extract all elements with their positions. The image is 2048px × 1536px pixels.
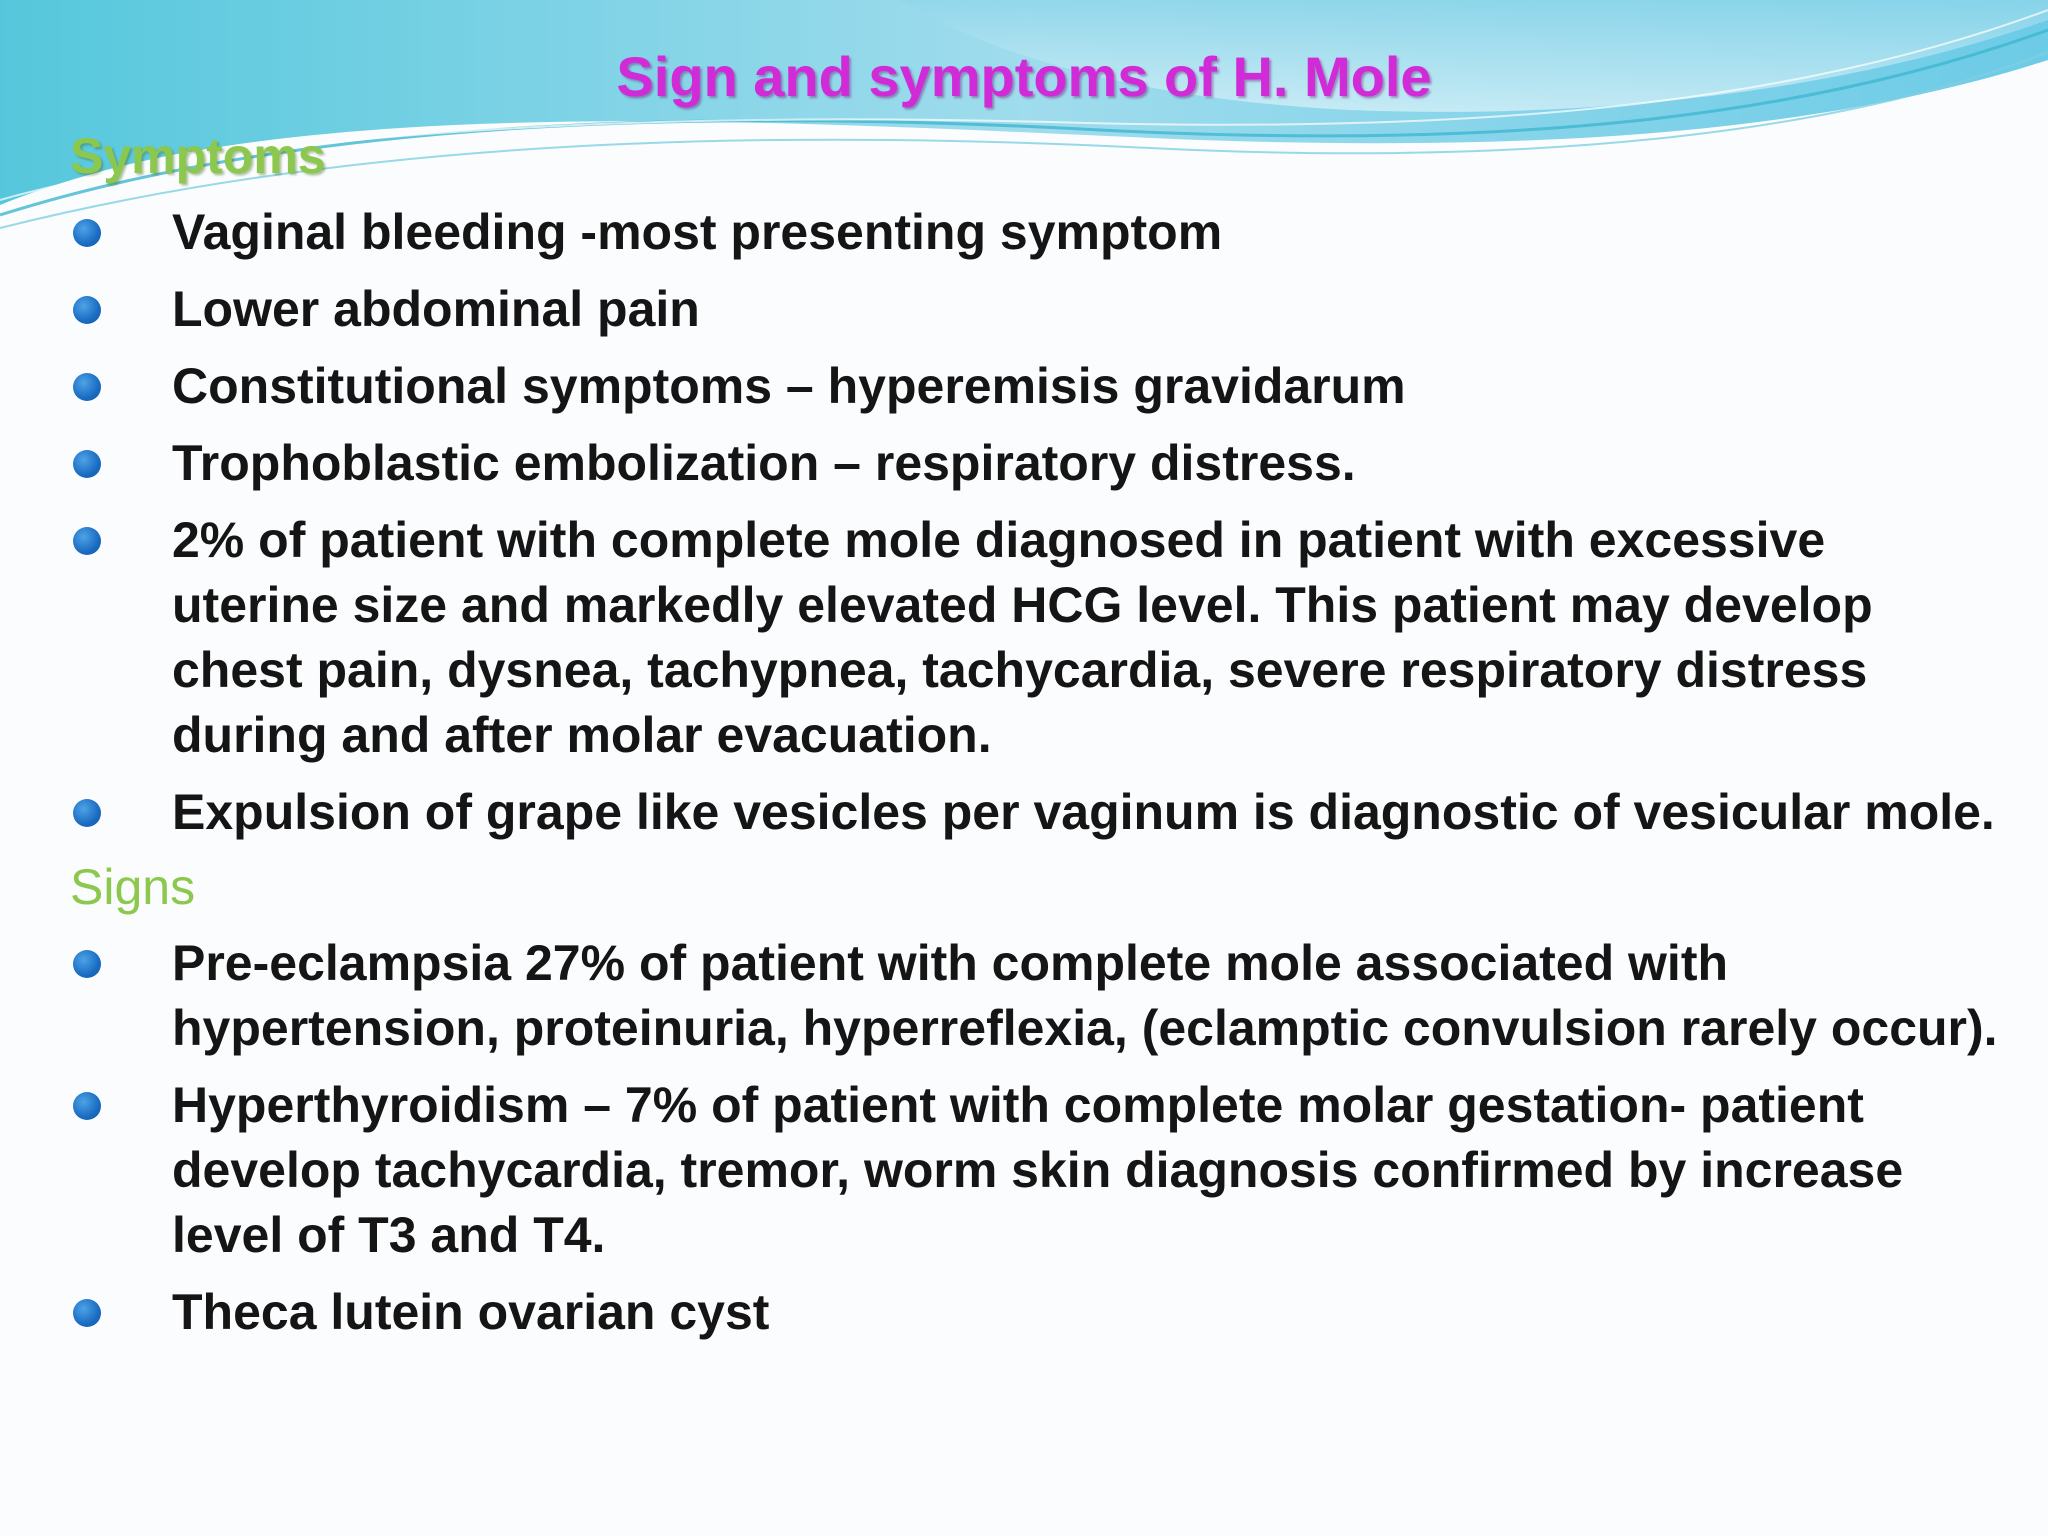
- symptoms-heading: Symptoms: [70, 128, 326, 184]
- list-item: [70, 277, 2000, 342]
- list-item: [70, 431, 2000, 496]
- bullet-icon: [73, 373, 101, 401]
- symptoms-list: [70, 200, 2000, 845]
- list-item-text: Expulsion of grape like vesicles per vaginum is diagnostic of vesicular mole.: [172, 784, 1995, 840]
- list-item: [70, 508, 2000, 768]
- bullet-icon: [73, 450, 101, 478]
- bullet-icon: [73, 219, 101, 247]
- list-item: [70, 931, 2000, 1061]
- signs-list: [70, 931, 2000, 1345]
- signs-heading: Signs: [70, 859, 196, 915]
- bullet-icon: [73, 527, 101, 555]
- list-item-text: Vaginal bleeding -most presenting symptom: [172, 204, 1223, 260]
- slide-title: Sign and symptoms of H. Mole: [616, 45, 1432, 108]
- list-item: [70, 200, 2000, 265]
- list-item: [70, 1280, 2000, 1345]
- list-item-text: Lower abdominal pain: [172, 281, 700, 337]
- list-item-text: Trophoblastic embolization – respiratory distress.: [172, 435, 1356, 491]
- list-item-text: 2% of patient with complete mole diagnosed in patient with excessive uterine size and markedly elevated HCG level. This patient may develop chest pain, dysnea, tachypnea, tachycardia, severe respiratory distress during and after molar evacuation.: [172, 512, 1873, 763]
- slide-content: [70, 124, 2000, 1345]
- list-item: [70, 1073, 2000, 1268]
- bullet-icon: [73, 799, 101, 827]
- bullet-icon: [73, 1092, 101, 1120]
- list-item: [70, 354, 2000, 419]
- list-item-text: Hyperthyroidism – 7% of patient with complete molar gestation- patient develop tachycardia, tremor, worm skin diagnosis confirmed by increase level of T3 and T4.: [172, 1077, 1904, 1263]
- list-item-text: Theca lutein ovarian cyst: [172, 1284, 770, 1340]
- bullet-icon: [73, 1299, 101, 1327]
- list-item-text: Constitutional symptoms – hyperemisis gravidarum: [172, 358, 1406, 414]
- list-item-text: Pre-eclampsia 27% of patient with complete mole associated with hypertension, proteinuria, hyperreflexia, (eclamptic convulsion rarely occur).: [172, 935, 1998, 1056]
- bullet-icon: [73, 296, 101, 324]
- list-item: [70, 780, 2000, 845]
- bullet-icon: [73, 950, 101, 978]
